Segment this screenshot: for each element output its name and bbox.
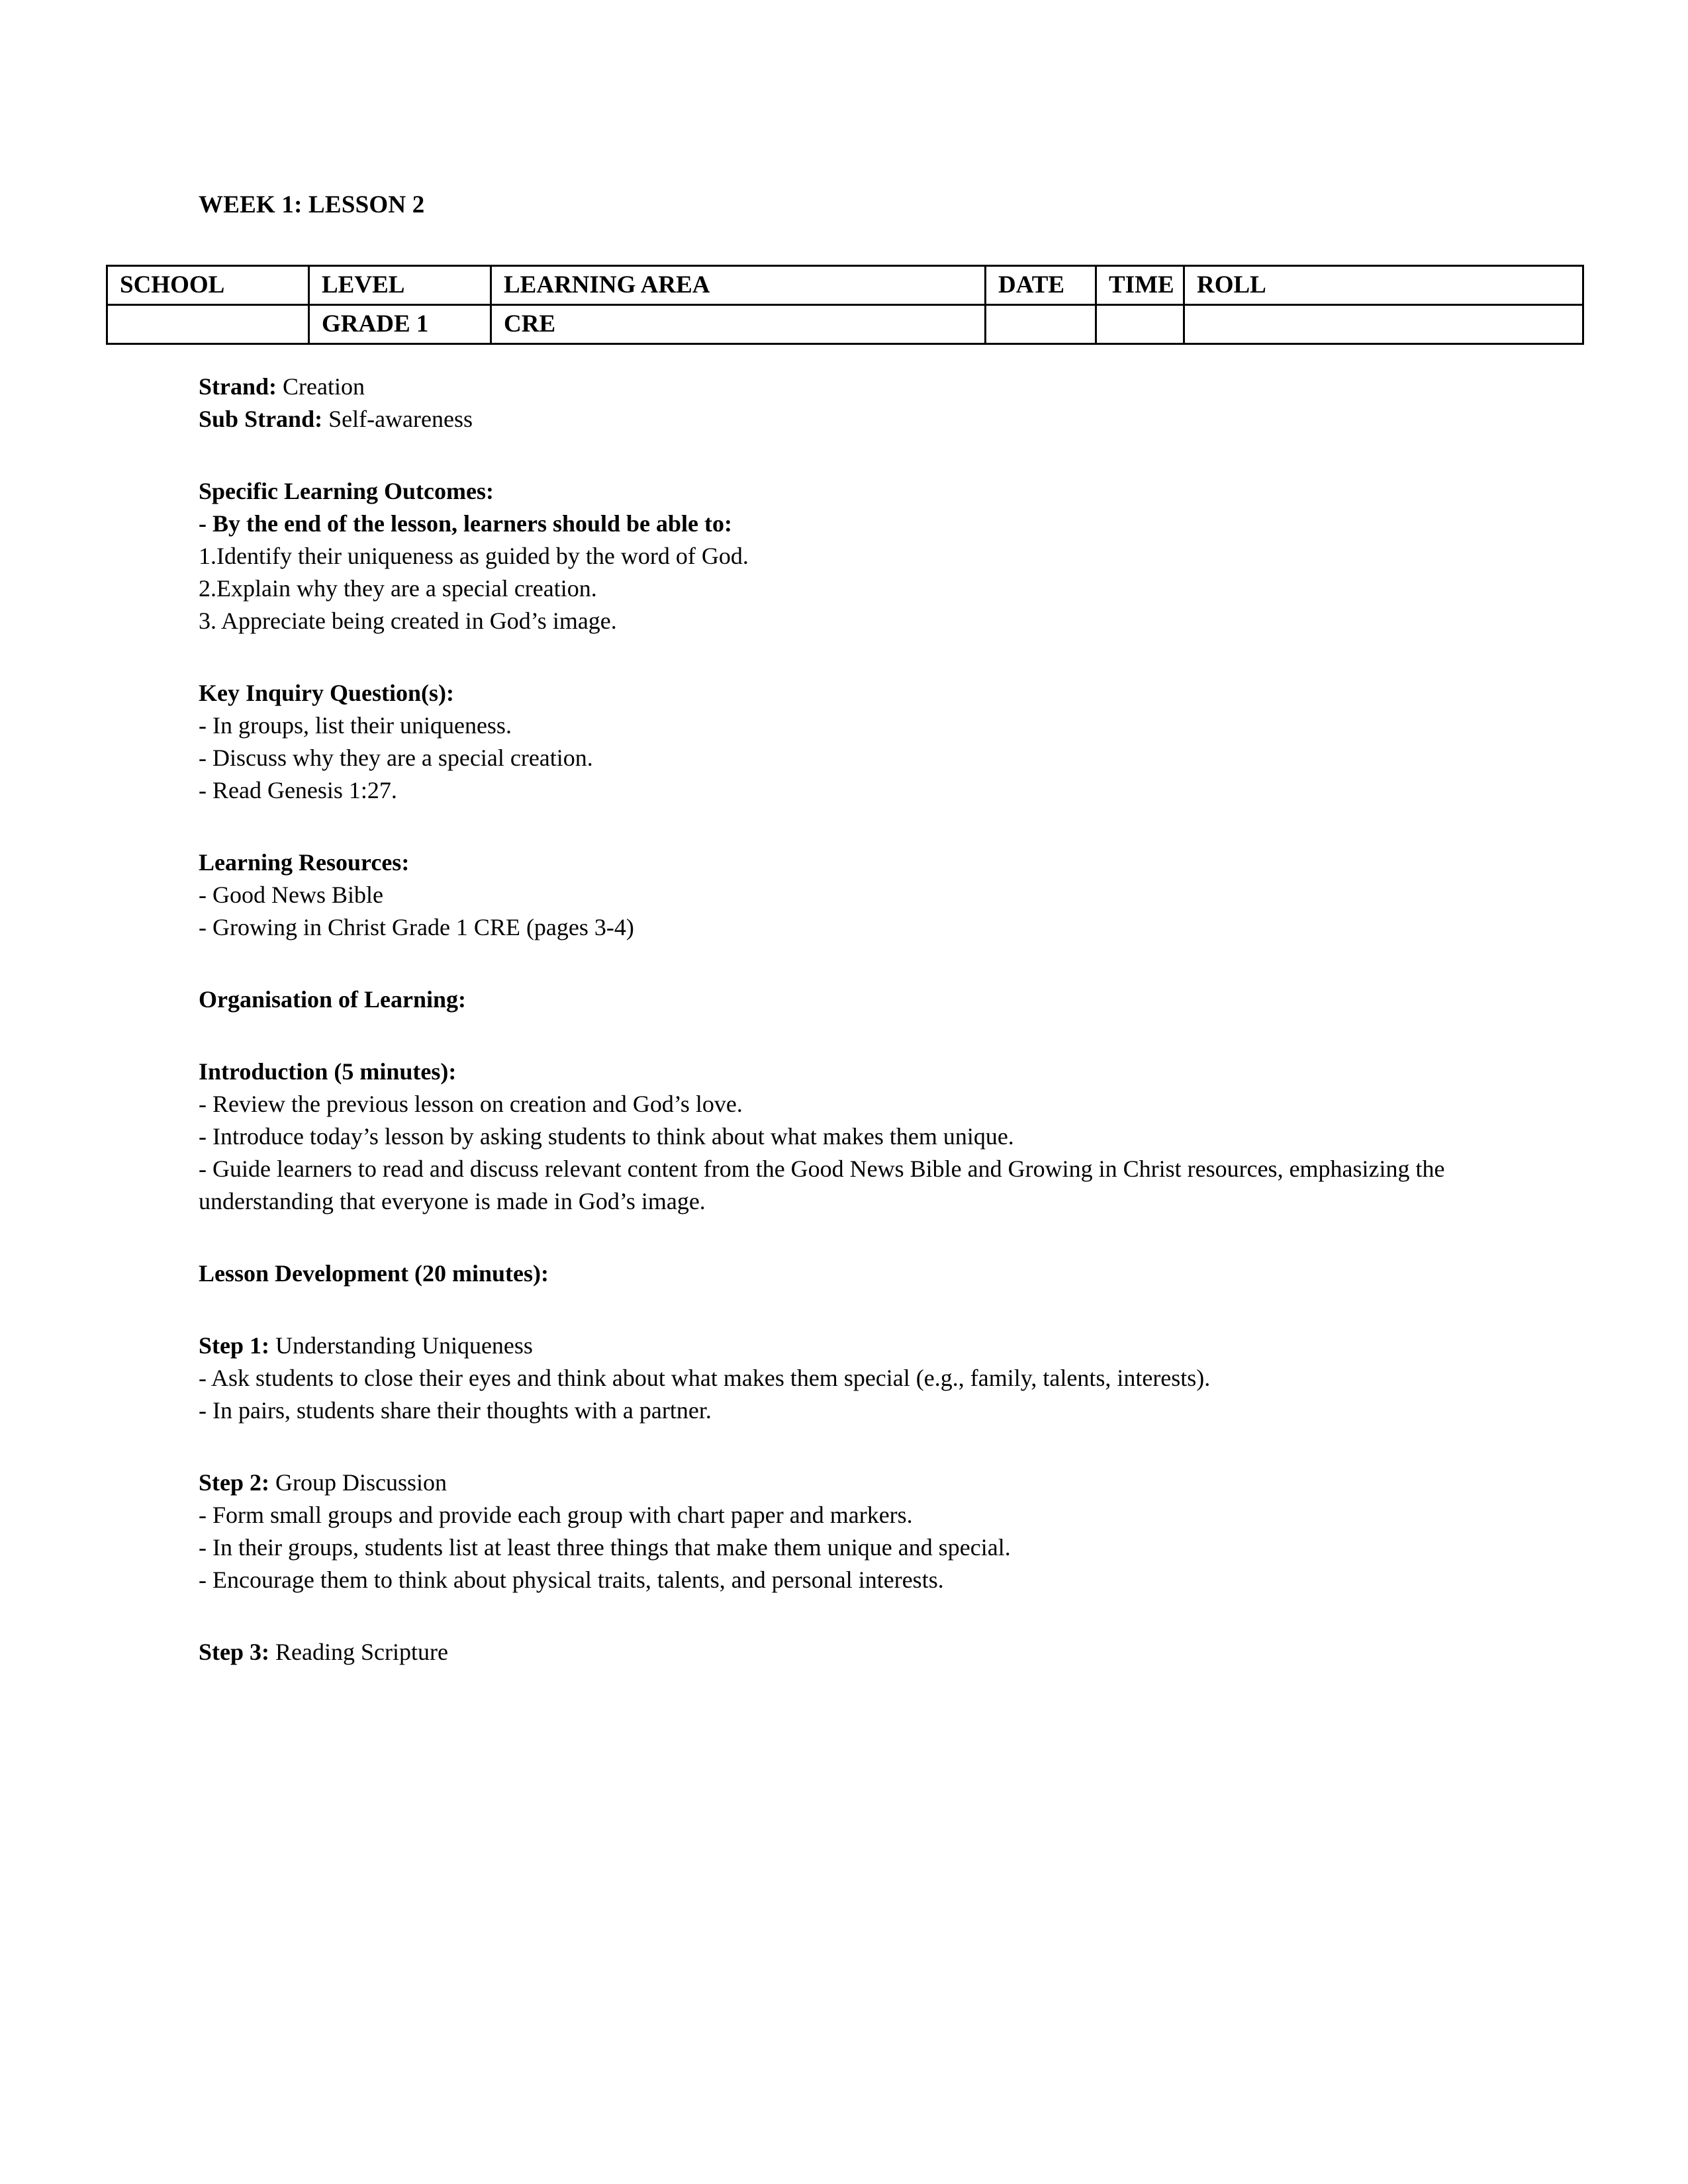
step-1-item: - Ask students to close their eyes and think about what makes them special (e.g., family, talents, interests). bbox=[199, 1365, 1211, 1391]
introduction-heading: Introduction (5 minutes): bbox=[199, 1058, 457, 1085]
step-2-item: - Form small groups and provide each group with chart paper and markers. bbox=[199, 1502, 913, 1528]
table-header-roll: ROLL bbox=[1184, 266, 1583, 305]
spacer bbox=[199, 1427, 1476, 1467]
outcome-item: 1.Identify their uniqueness as guided by the word of God. bbox=[199, 543, 749, 569]
step-2-title: Group Discussion bbox=[269, 1469, 447, 1496]
sub-strand-value: Self-awareness bbox=[322, 406, 473, 432]
step-2-label: Step 2: bbox=[199, 1469, 269, 1496]
organisation-of-learning-heading: Organisation of Learning: bbox=[199, 986, 467, 1013]
outcome-item: 2.Explain why they are a special creation. bbox=[199, 575, 597, 602]
table-cell-learning-area[interactable]: CRE bbox=[491, 305, 986, 344]
step-3-heading bbox=[199, 1636, 1476, 1668]
spacer bbox=[199, 1290, 1476, 1330]
strand-label: Strand: bbox=[199, 373, 277, 400]
sub-strand-label: Sub Strand: bbox=[199, 406, 323, 432]
step-3-title: Reading Scripture bbox=[269, 1639, 448, 1665]
key-inquiry-item: - Read Genesis 1:27. bbox=[199, 777, 397, 803]
learning-resource-item: - Growing in Christ Grade 1 CRE (pages 3-4) bbox=[199, 914, 634, 940]
table-row bbox=[107, 305, 1583, 344]
lesson-info-table bbox=[106, 265, 1584, 345]
outcome-item: 3. Appreciate being created in God’s image. bbox=[199, 608, 617, 634]
table-header-school: SCHOOL bbox=[107, 266, 309, 305]
step-1-item: - In pairs, students share their thoughts with a partner. bbox=[199, 1397, 712, 1424]
spacer bbox=[199, 1218, 1476, 1257]
table-cell-level[interactable]: GRADE 1 bbox=[309, 305, 491, 344]
step-2-item: - In their groups, students list at least three things that make them unique and special. bbox=[199, 1534, 1011, 1561]
strand-value: Creation bbox=[277, 373, 365, 400]
spacer bbox=[199, 944, 1476, 983]
step-2-heading bbox=[199, 1467, 1476, 1499]
table-header-learning-area: LEARNING AREA bbox=[491, 266, 986, 305]
specific-learning-outcomes-heading: Specific Learning Outcomes: bbox=[199, 478, 494, 504]
table-header-date: DATE bbox=[986, 266, 1096, 305]
spacer bbox=[199, 1016, 1476, 1056]
introduction-item: - Introduce today’s lesson by asking students to think about what makes them unique. bbox=[199, 1123, 1014, 1150]
introduction-item: - Review the previous lesson on creation and God’s love. bbox=[199, 1091, 743, 1117]
step-2-item: - Encourage them to think about physical traits, talents, and personal interests. bbox=[199, 1567, 944, 1593]
learning-resource-item: - Good News Bible bbox=[199, 882, 383, 908]
lesson-body bbox=[199, 371, 1476, 1668]
spacer bbox=[199, 807, 1476, 846]
specific-learning-outcomes-subheading: - By the end of the lesson, learners should be able to: bbox=[199, 510, 733, 537]
sub-strand-line bbox=[199, 403, 1476, 435]
table-cell-school[interactable] bbox=[107, 305, 309, 344]
step-1-heading bbox=[199, 1330, 1476, 1362]
table-cell-date[interactable] bbox=[986, 305, 1096, 344]
strand-line bbox=[199, 371, 1476, 403]
learning-resources-heading: Learning Resources: bbox=[199, 849, 410, 876]
key-inquiry-item: - Discuss why they are a special creation. bbox=[199, 745, 593, 771]
step-1-title: Understanding Uniqueness bbox=[269, 1332, 533, 1359]
table-header-time: TIME bbox=[1096, 266, 1184, 305]
introduction-item: - Guide learners to read and discuss relevant content from the Good News Bible and Growing in Christ resources, emphasizing the understanding that everyone is made in God’s image. bbox=[199, 1156, 1445, 1214]
spacer bbox=[199, 1596, 1476, 1636]
table-header-row bbox=[107, 266, 1583, 305]
step-1-label: Step 1: bbox=[199, 1332, 269, 1359]
spacer bbox=[199, 637, 1476, 677]
step-3-label: Step 3: bbox=[199, 1639, 269, 1665]
table-cell-roll[interactable] bbox=[1184, 305, 1583, 344]
key-inquiry-item: - In groups, list their uniqueness. bbox=[199, 712, 512, 739]
table-cell-time[interactable] bbox=[1096, 305, 1184, 344]
key-inquiry-heading: Key Inquiry Question(s): bbox=[199, 680, 455, 706]
page-title: WEEK 1: LESSON 2 bbox=[199, 191, 425, 218]
spacer bbox=[199, 435, 1476, 475]
table-header-level: LEVEL bbox=[309, 266, 491, 305]
lesson-development-heading: Lesson Development (20 minutes): bbox=[199, 1260, 549, 1287]
